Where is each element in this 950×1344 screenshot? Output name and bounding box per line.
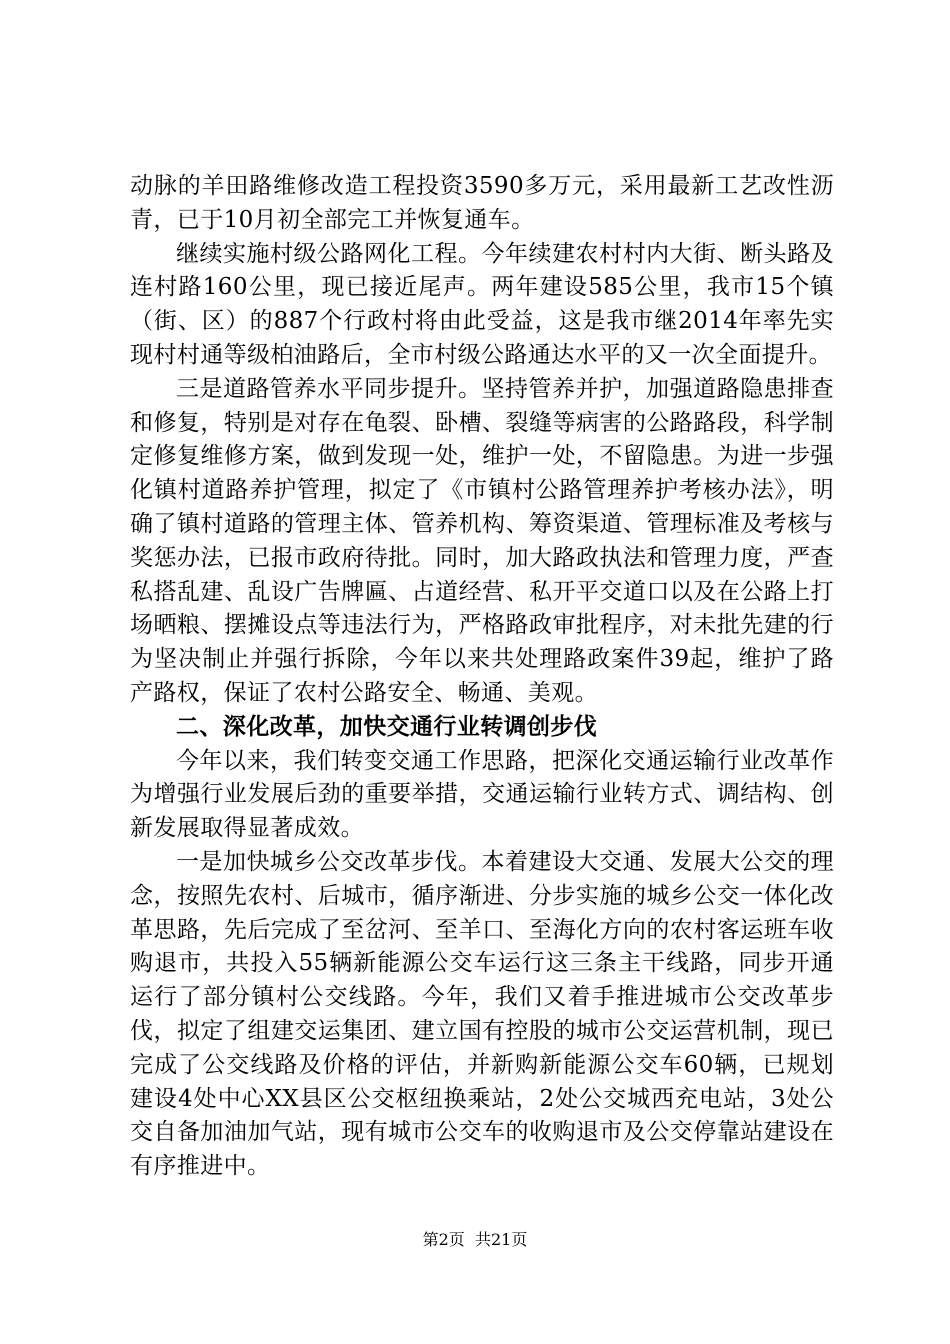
paragraph-2: 继续实施村级公路网化工程。今年续建农村村内大街、断头路及连村路160公里，现已接近尾声。两年建设585公里，我市15个镇（街、区）的887个行政村将由此受益，这是我市继2014年率先实现村村通等级柏油路后，全市村级公路通达水平的又一次全面提升。	[130, 240, 834, 368]
document-body	[130, 170, 834, 1184]
page-number: 第2页	[422, 1230, 465, 1249]
page-total: 共21页	[474, 1230, 528, 1249]
page-footer	[0, 1230, 950, 1250]
paragraph-3: 三是道路管养水平同步提升。坚持管养并护，加强道路隐患排查和修复，特别是对存在龟裂、卧槽、裂缝等病害的公路路段，科学制定修复维修方案，做到发现一处，维护一处，不留隐患。为进一步强化镇村道路养护管理，拟定了《市镇村公路管理养护考核办法》，明确了镇村道路的管理主体、管养机构、筹资渠道、管理标准及考核与奖惩办法，已报市政府待批。同时，加大路政执法和管理力度，严查私搭乱建、乱设广告牌匾、占道经营、私开平交道口以及在公路上打场晒粮、摆摊设点等违法行为，严格路政审批程序，对未批先建的行为坚决制止并强行拆除，今年以来共处理路政案件39起，维护了路产路权，保证了农村公路安全、畅通、美观。	[130, 375, 834, 706]
section-heading: 二、深化改革，加快交通行业转调创步伐	[176, 713, 598, 740]
paragraph-5: 一是加快城乡公交改革步伐。本着建设大交通、发展大公交的理念，按照先农村、后城市，循序渐进、分步实施的城乡公交一体化改革思路，先后完成了至岔河、至羊口、至海化方向的农村客运班车收购退市，共投入55辆新能源公交车运行这三条主干线路，同步开通运行了部分镇村公交线路。今年，我们又着手推进城市公交改革步伐，拟定了组建交运集团、建立国有控股的城市公交运营机制，现已完成了公交线路及价格的评估，并新购新能源公交车60辆，已规划建设4处中心XX县区公交枢纽换乘站，2处公交城西充电站，3处公交自备加油加气站，现有城市公交车的收购退市及公交停靠站建设在有序推进中。	[130, 848, 834, 1180]
paragraph-1: 动脉的羊田路维修改造工程投资3590多万元，采用最新工艺改性沥青，已于10月初全部完工并恢复通车。	[130, 173, 834, 233]
paragraph-4: 今年以来，我们转变交通工作思路，把深化交通运输行业改革作为增强行业发展后劲的重要举措，交通运输行业转方式、调结构、创新发展取得显著成效。	[130, 747, 834, 842]
